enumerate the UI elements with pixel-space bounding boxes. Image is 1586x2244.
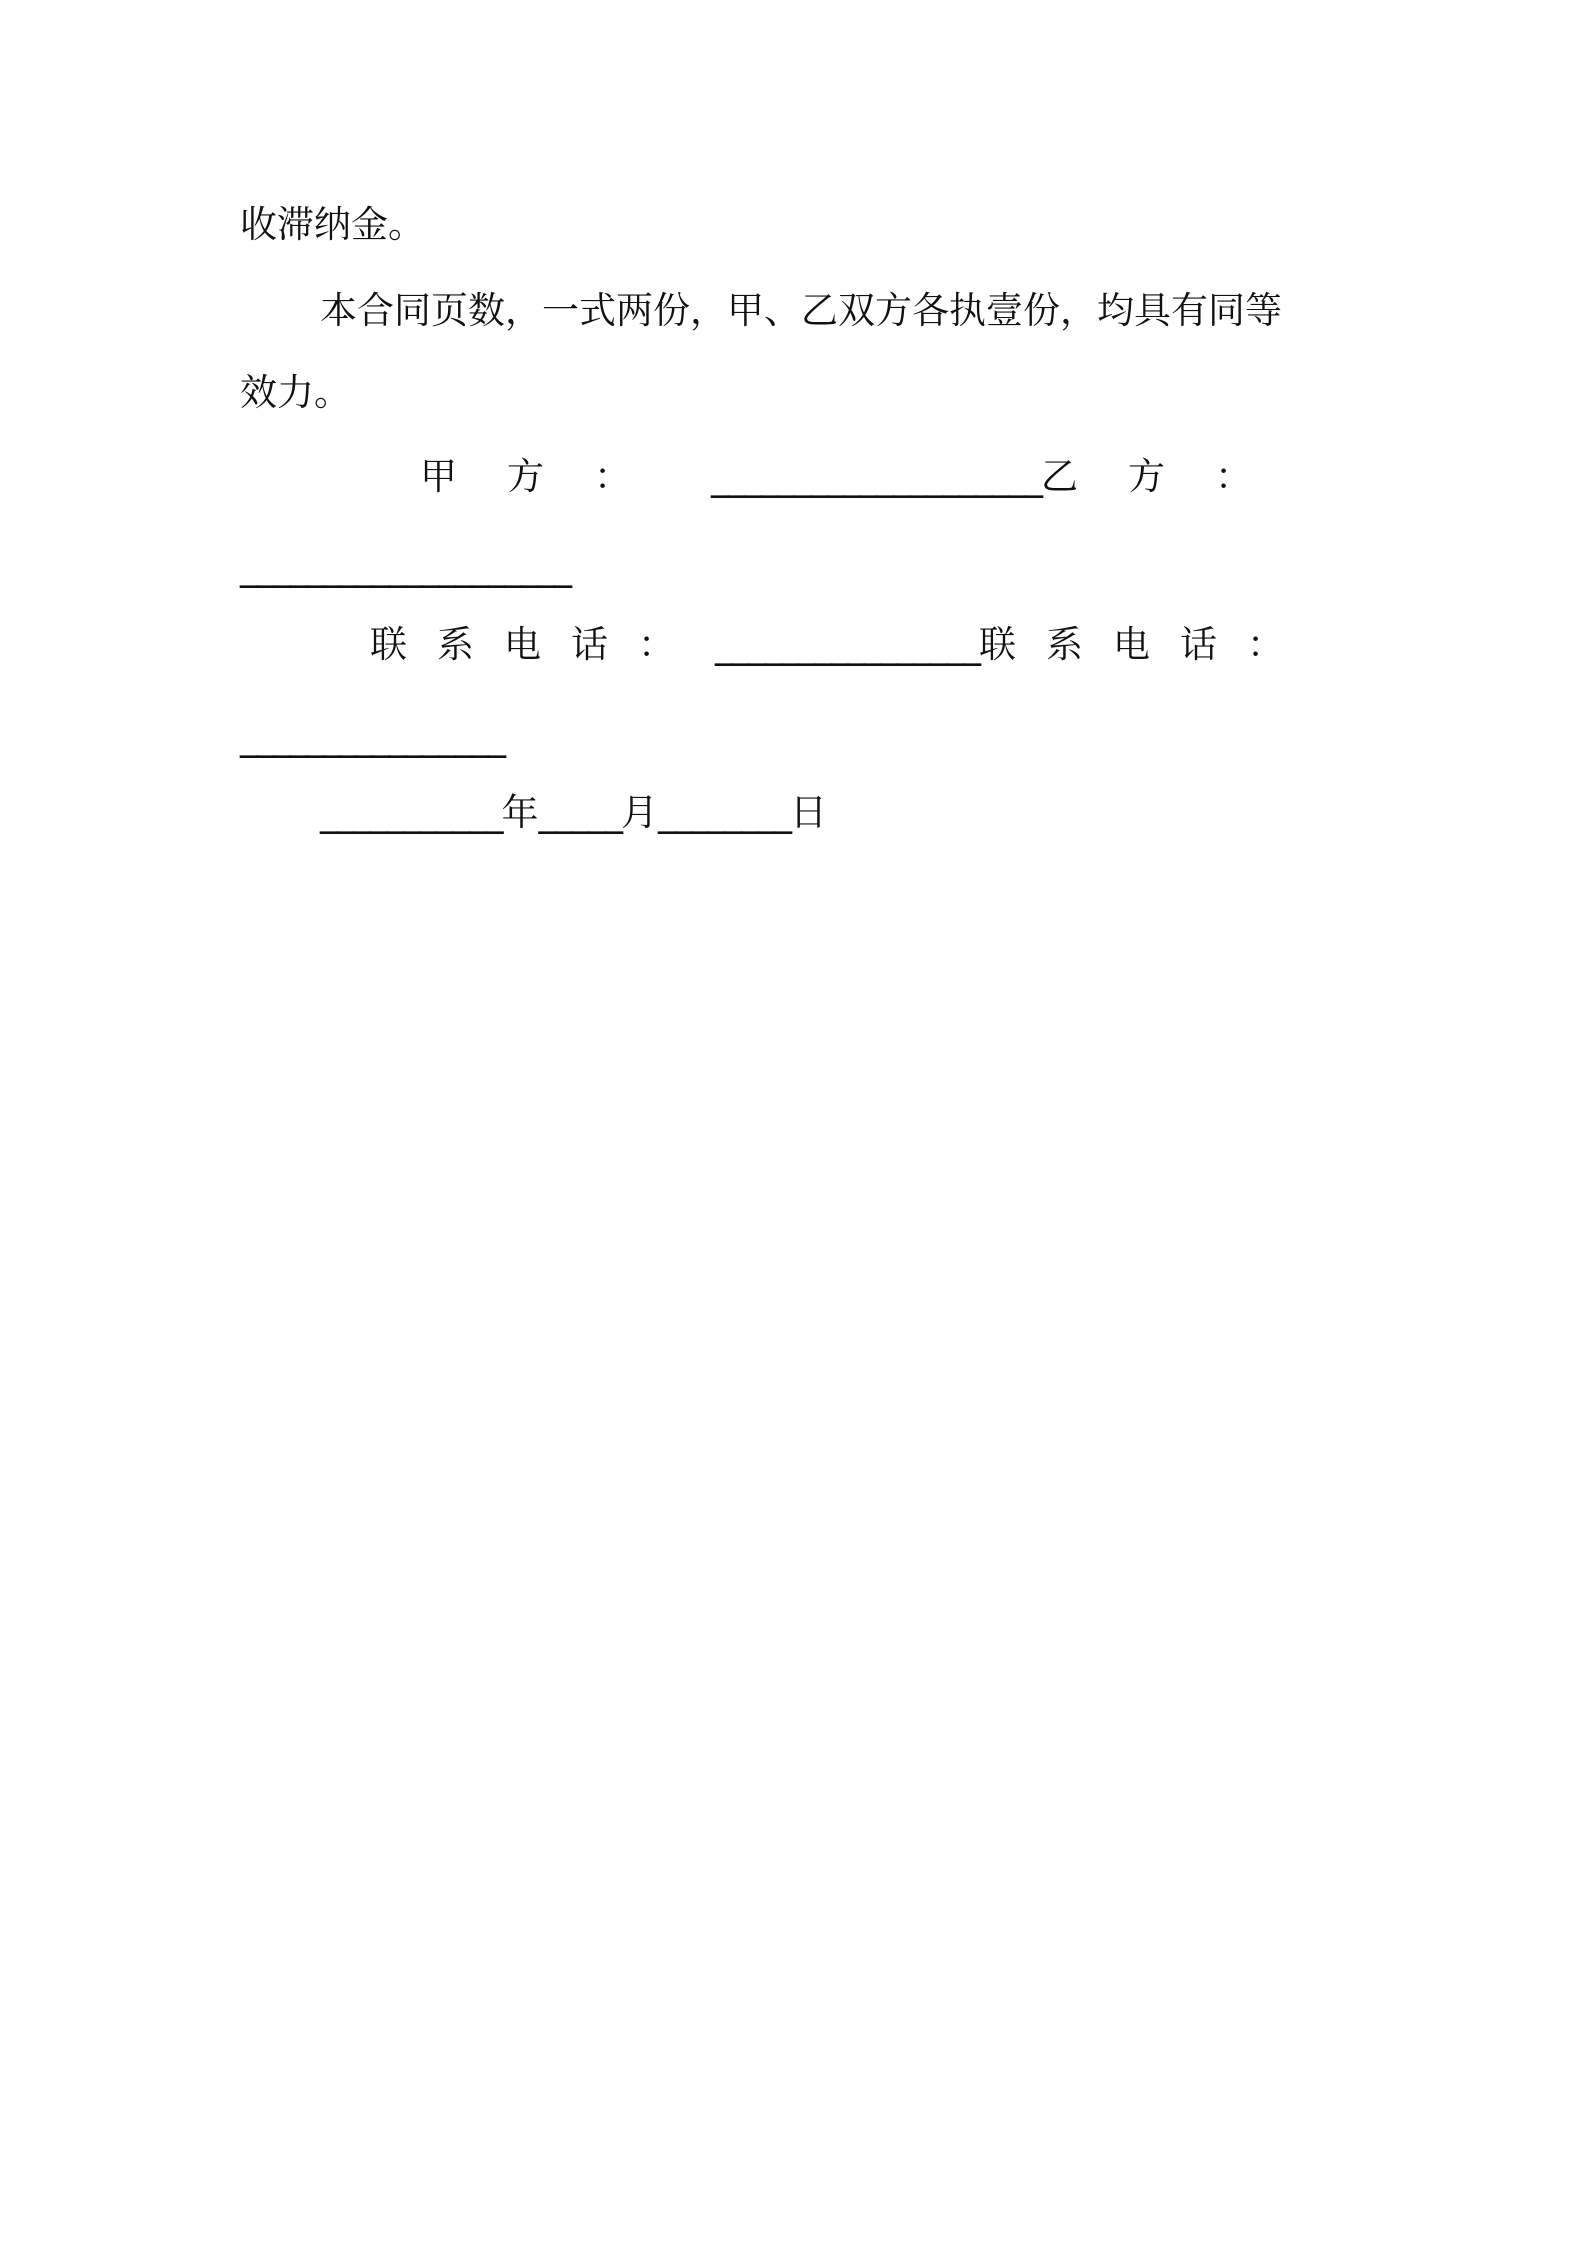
date-month-label: 月 bbox=[621, 791, 658, 834]
text-line-copies: 本合同页数，一式两份，甲、乙双方各执壹份，均具有同等 bbox=[320, 289, 1282, 332]
date-year-blank[interactable]: ___________ bbox=[320, 791, 502, 834]
date-year-label: 年 bbox=[501, 791, 539, 834]
phone-a-label: 联系电话： bbox=[370, 623, 705, 666]
text-line-effect: 效力。 bbox=[240, 371, 351, 414]
date-day-label: 日 bbox=[790, 791, 827, 834]
phone-b-label: 联系电话： bbox=[979, 623, 1314, 666]
party-a-label: 甲方： bbox=[420, 455, 681, 498]
party-b-blank[interactable]: ____________________ bbox=[240, 545, 570, 588]
party-row bbox=[240, 455, 1348, 498]
date-month-blank[interactable]: _____ bbox=[538, 791, 621, 834]
phone-a-blank[interactable]: ________________ bbox=[715, 623, 979, 666]
phone-row bbox=[240, 623, 1348, 666]
phone-b-blank[interactable]: ________________ bbox=[240, 715, 504, 758]
date-row bbox=[320, 791, 827, 834]
date-day-blank[interactable]: ________ bbox=[658, 791, 790, 834]
text-line-late-fee: 收滞纳金。 bbox=[240, 203, 425, 246]
party-b-label: 乙方： bbox=[1041, 455, 1302, 498]
party-a-blank[interactable]: ____________________ bbox=[711, 455, 1041, 498]
